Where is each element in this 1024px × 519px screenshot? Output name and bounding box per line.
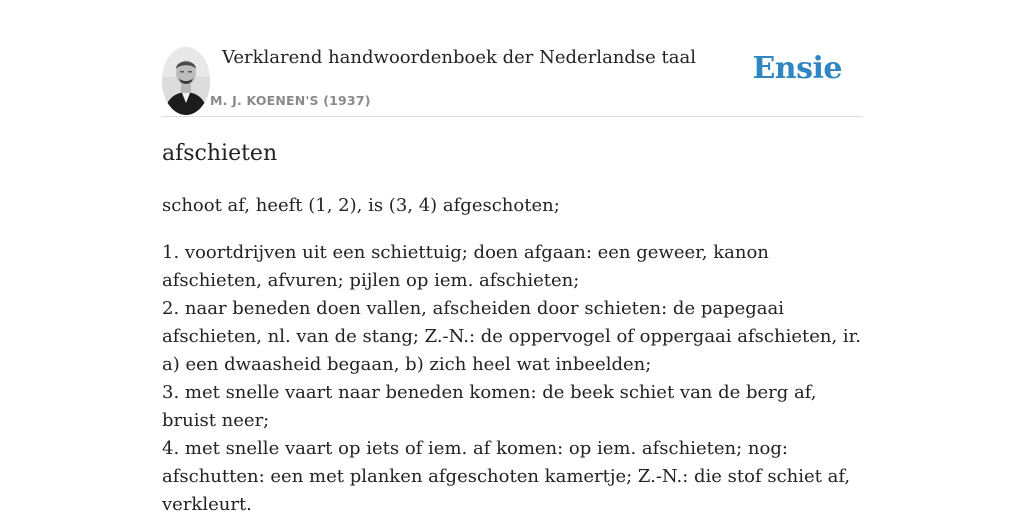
definition-item: 3. met snelle vaart naar beneden komen: de beek schiet van de berg af, bruist neer;	[162, 382, 817, 431]
grammar-forms: schoot af, heeft (1, 2), is (3, 4) afgeschoten;	[162, 195, 560, 216]
definition-item: 4. met snelle vaart op iets of iem. af komen: op iem. afschieten; nog: afschutten: een met planken afgeschoten kamertje; Z.-N.: die stof schiet af, verkleurt.	[162, 438, 851, 515]
author-portrait	[162, 47, 210, 115]
dictionary-title: Verklarend handwoordenboek der Nederlandse taal	[222, 47, 696, 68]
ensie-logo[interactable]: Ensie	[752, 51, 842, 86]
definition-item: 2. naar beneden doen vallen, afscheiden door schieten: de papegaai afschieten, nl. van de stang; Z.-N.: de oppervogel of oppergaai afschieten, ir. a) een dwaasheid begaan, b) zich heel wat inbeelden;	[162, 298, 862, 375]
author-portrait-image	[162, 47, 210, 115]
definition-item: 1. voortdrijven uit een schiettuig; doen afgaan: een geweer, kanon afschieten, afvuren; pijlen op iem. afschieten;	[162, 242, 769, 291]
header	[162, 0, 862, 117]
page	[162, 0, 862, 515]
headword: afschieten	[162, 141, 278, 166]
dictionary-author: M. J. KOENEN'S (1937)	[210, 93, 371, 108]
definition-list	[162, 239, 862, 519]
